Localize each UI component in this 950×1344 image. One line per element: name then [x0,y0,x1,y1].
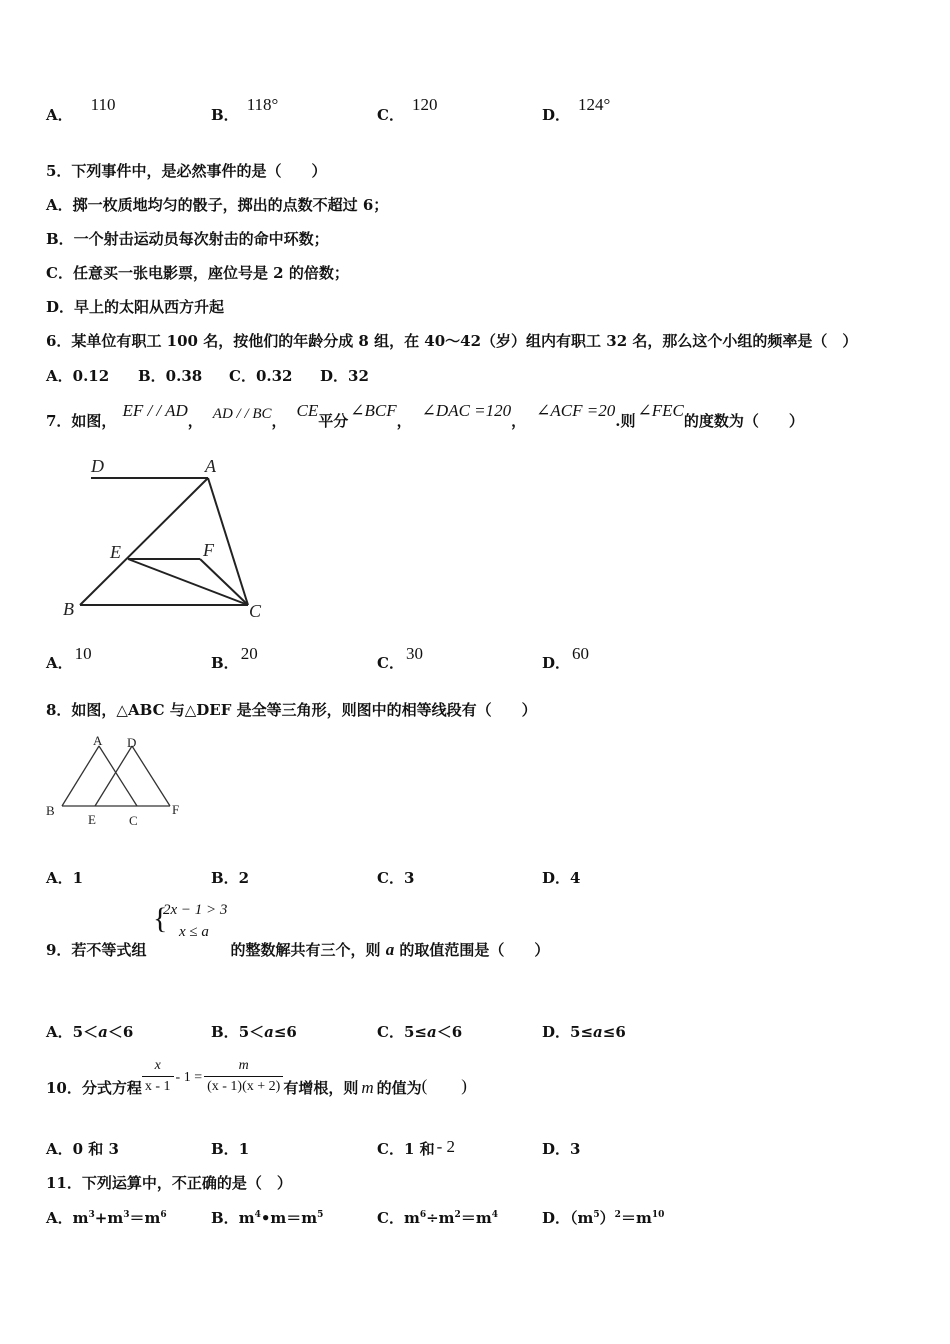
q10-option-a: A．0 和 3 [46,1140,119,1158]
q6-option-c: C．0.32 [229,367,293,385]
q4-option-b: B．118° [211,95,279,124]
line-ab [62,746,99,806]
q11-option-d: D．$(m^5)^2=m^{10}$ [542,1209,665,1227]
q7-option-d: D． 60 [542,644,590,672]
q8-option-d: D．4 [542,869,581,887]
line-df [132,746,170,806]
q6-option-b: B．0.38 [138,367,203,385]
line-ec [128,559,248,605]
q10-stem: 10．分式方程 $\frac{x}{x - 1}$ - 1 = $\frac{m}{(x - 1)(x + 2)}$ 有增根，则 m 的值为( ) [46,1058,467,1097]
label-b: B [63,599,74,619]
q4-option-a: A．110 [46,95,116,124]
q8-option-c: C．3 [377,869,415,887]
q9-stem: 9．若不等式组 的整数解共有三个，则 a 的取值范围是（ ） [46,940,550,959]
q9-option-d: D．5≤a≤6 [542,1023,626,1041]
q9-option-a: A．5＜a＜6 [46,1023,134,1041]
label-e: E [88,812,96,827]
q4-option-d: D．124° [542,95,611,124]
q6-option-d: D．32 [320,367,369,385]
q5-option-a: A．掷一枚质地均匀的骰子，掷出的点数不超过 6； [46,196,389,214]
q6-stem: 6．某单位有职工 100 名，按他们的年龄分成 8 组，在 40～42（岁）组内有职工 32 名，那么这个小组的频率是（ ） [46,332,858,350]
q11-option-a: A．$m^3+m^3=m^6$ [46,1209,167,1227]
brace-icon: { [153,902,168,935]
label-c: C [129,813,138,828]
q10-option-c: C．1 和 - 2 [377,1137,456,1158]
q5-option-d: D．早上的太阳从西方升起 [46,298,225,316]
label-f: F [203,540,214,560]
q7-stem: 7．如图，EF / / AD， AD / / BC，CE平分∠BCF，∠DAC =120，∠ACF =20.则∠FEC的度数为（ ） [46,401,804,430]
q7-option-a: A． 10 [46,644,92,672]
q5-stem: 5．下列事件中，是必然事件的是（ ） [46,162,327,180]
q5-option-c: C．任意买一张电影票，座位号是 2 的倍数； [46,264,349,282]
q8-option-b: B．2 [211,869,250,887]
q9-option-c: C．5≤a＜6 [377,1023,463,1041]
label-d: D [127,735,137,750]
label-a: A [93,733,103,748]
label-a: A [205,456,216,476]
label-f: F [172,802,180,817]
q5-option-b: B．一个射击运动员每次射击的命中环数； [46,230,329,248]
q9-option-b: B．5＜a≤6 [211,1023,297,1041]
label-e: E [110,542,121,562]
label-d: D [91,456,104,476]
q10-fraction-1: $\frac{x}{x - 1}$ [142,1056,174,1097]
q10-option-b: B．1 [211,1140,250,1158]
q7-option-c: C． 30 [377,644,423,672]
q8-stem: 8．如图，△ABC 与△DEF 是全等三角形，则图中的相等线段有（ ） [46,701,537,719]
q11-option-c: C．$m^6\div m^2=m^4$ [377,1209,498,1227]
q10-option-d: D．3 [542,1140,581,1158]
q7-option-b: B． 20 [211,644,258,672]
q11-option-b: B．$m^4•m=m^5$ [211,1209,324,1227]
q6-option-a: A．0.12 [46,367,110,385]
q8-figure [42,732,192,832]
q8-option-a: A．1 [46,869,84,887]
line-ab [80,478,208,605]
line-ac [99,746,137,806]
label-c: C [249,601,262,621]
label-b: B [46,803,55,818]
line-de [95,746,132,806]
q4-option-c: C．120 [377,95,438,124]
q7-figure [55,452,280,627]
q11-stem: 11．下列运算中，不正确的是（ ） [46,1174,292,1192]
q10-fraction-2: $\frac{m}{(x - 1)(x + 2)}$ [204,1056,283,1097]
